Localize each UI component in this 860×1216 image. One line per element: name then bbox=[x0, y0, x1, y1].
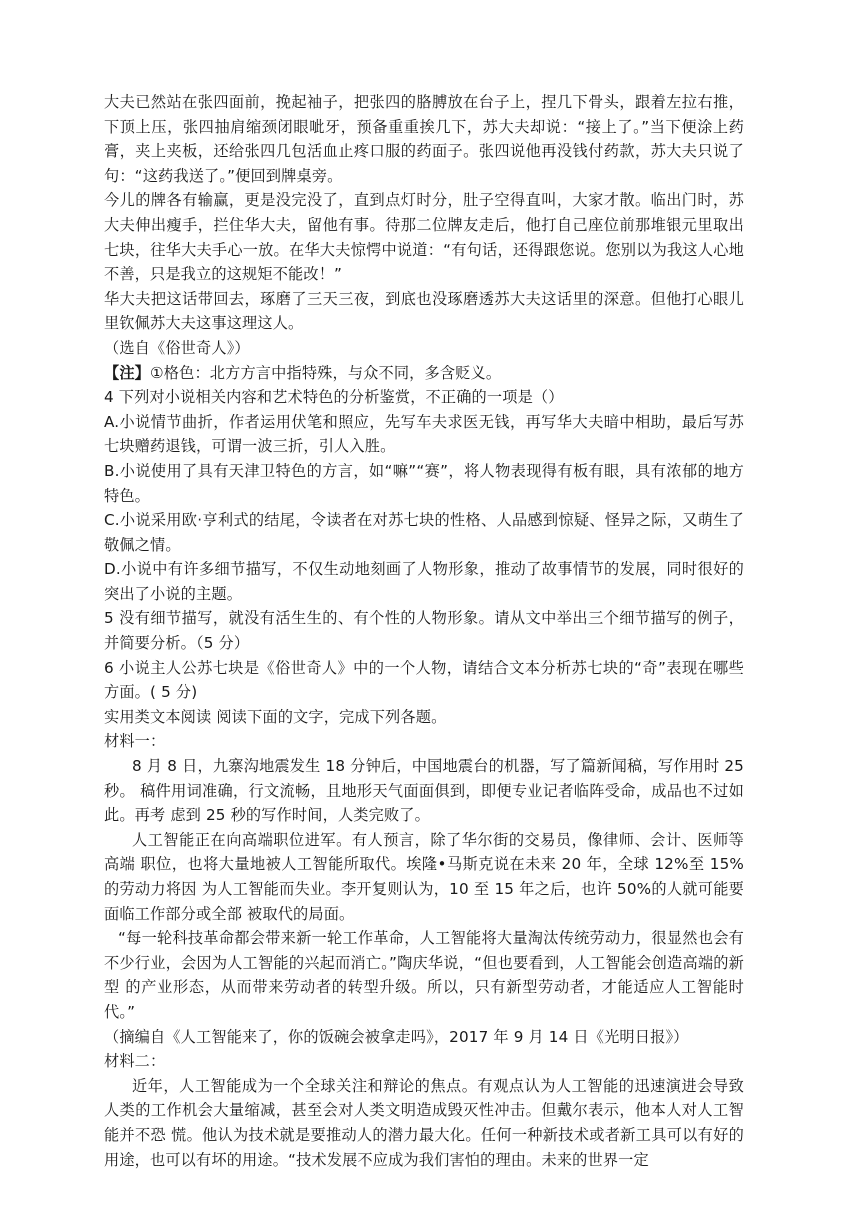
section-heading: 实用类文本阅读 阅读下面的文字，完成下列各题。 bbox=[104, 707, 447, 726]
material-1-source: （摘编自《人工智能来了，你的饭碗会被拿走吗》，2017 年 9 月 14 日《光明日报》） bbox=[104, 1027, 689, 1046]
story-paragraph-2: 今儿的牌各有输赢，更是没完没了，直到点灯时分，肚子空得直叫，大家才散。临出门时，苏大夫伸出瘦手，拦住华大夫，留他有事。待那二位牌友走后，他打自己座位前那堆银元里取出七块，往华大夫手心一放。在华大夫惊愕中说道：“有句话，还得跟您说。您别以为我这人心地不善，只是我立的这规矩不能改！” bbox=[104, 191, 744, 284]
story-source: （选自《俗世奇人》） bbox=[104, 338, 250, 357]
document-page bbox=[104, 90, 744, 1172]
note-text: ①格色：北方方言中指特殊，与众不同，多含贬义。 bbox=[150, 363, 502, 382]
material-1-label: 材料一： bbox=[104, 732, 166, 751]
material-2-paragraph-1: 近年，人工智能成为一个全球关注和辩论的焦点。有观点认为人工智能的迅速演进会导致人类的工作机会大量缩减，甚至会对人类文明造成毁灭性冲击。但戴尔表示，他本人对人工智能并不恐 慌。他认为技术就是要推动人的潜力最大化。任何一种新技术或者新工具可以有好的用途，也可以有坏的用途。“技术发展不应成为我们害怕的理由。未来的世界一定 bbox=[104, 1076, 744, 1169]
material-1-paragraph-2: 人工智能正在向高端职位进军。有人预言，除了华尔街的交易员，像律师、会计、医师等高端 职位，也将大量地被人工智能所取代。埃隆•马斯克说在未来 20 年，全球 12%至 15%的劳动力将因 为人工智能而失业。李开复则认为，10 至 15 年之后，也许 50%的人就可能要面临工作部分或全部 被取代的局面。 bbox=[104, 830, 744, 923]
material-1-paragraph-1: 8 月 8 日，九寨沟地震发生 18 分钟后，中国地震台的机器，写了篇新闻稿，写作用时 25 秒。 稿件用词准确，行文流畅，且地形天气面面俱到，即便专业记者临阵受命，成品也不过如此。再考 虑到 25 秒的写作时间，人类完败了。 bbox=[104, 757, 744, 825]
question-4-option-d: D.小说中有许多细节描写，不仅生动地刻画了人物形象，推动了故事情节的发展，同时很好的突出了小说的主题。 bbox=[104, 560, 744, 603]
question-4: 4 下列对小说相关内容和艺术特色的分析鉴赏，不正确的一项是（） bbox=[104, 388, 564, 407]
question-4-option-b: B.小说使用了具有天津卫特色的方言，如“嘛”“赛”，将人物表现得有板有眼，具有浓郁的地方特色。 bbox=[104, 461, 744, 505]
story-paragraph-1: 大夫已然站在张四面前，挽起袖子，把张四的胳膊放在台子上，捏几下骨头，跟着左拉右推，下顶上压，张四抽肩缩颈闭眼呲牙，预备重重挨几下，苏大夫却说：“接上了。”当下便涂上药膏，夹上夹板，还给张四几包活血止疼口服的药面子。张四说他再没钱付药款，苏大夫只说了句：“这药我送了。”便回到牌桌旁。 bbox=[104, 93, 744, 185]
question-5: 5 没有细节描写，就没有活生生的、有个性的人物形象。请从文中举出三个细节描写的例子，并简要分析。（5 分） bbox=[104, 609, 744, 653]
material-2-label: 材料二： bbox=[104, 1052, 166, 1071]
story-paragraph-3: 华大夫把这话带回去，琢磨了三天三夜，到底也没琢磨透苏大夫这话里的深意。但他打心眼儿里钦佩苏大夫这事这理这人。 bbox=[104, 289, 744, 333]
material-1-paragraph-3: “每一轮科技革命都会带来新一轮工作革命，人工智能将大量淘汰传统劳动力，很显然也会有 不少行业，会因为人工智能的兴起而消亡。”陶庆华说，“但也要看到，人工智能会创造高端的新型 的产业形态，从而带来劳动者的转型升级。所以，只有新型劳动者，才能适应人工智能时代。” bbox=[104, 929, 744, 1021]
story-note bbox=[104, 361, 744, 386]
note-tag: 【注】 bbox=[104, 363, 151, 382]
question-4-option-a: A.小说情节曲折，作者运用伏笔和照应，先写车夫求医无钱，再写华大夫暗中相助，最后写苏七块赠药退钱，可谓一波三折，引人入胜。 bbox=[104, 412, 744, 456]
question-4-option-c: C.小说采用欧·亨利式的结尾，令读者在对苏七块的性格、人品感到惊疑、怪异之际，又萌生了敬佩之情。 bbox=[104, 511, 744, 554]
question-6: 6 小说主人公苏七块是《俗世奇人》中的一个人物，请结合文本分析苏七块的“奇”表现在哪些方面。( 5 分) bbox=[104, 658, 744, 702]
